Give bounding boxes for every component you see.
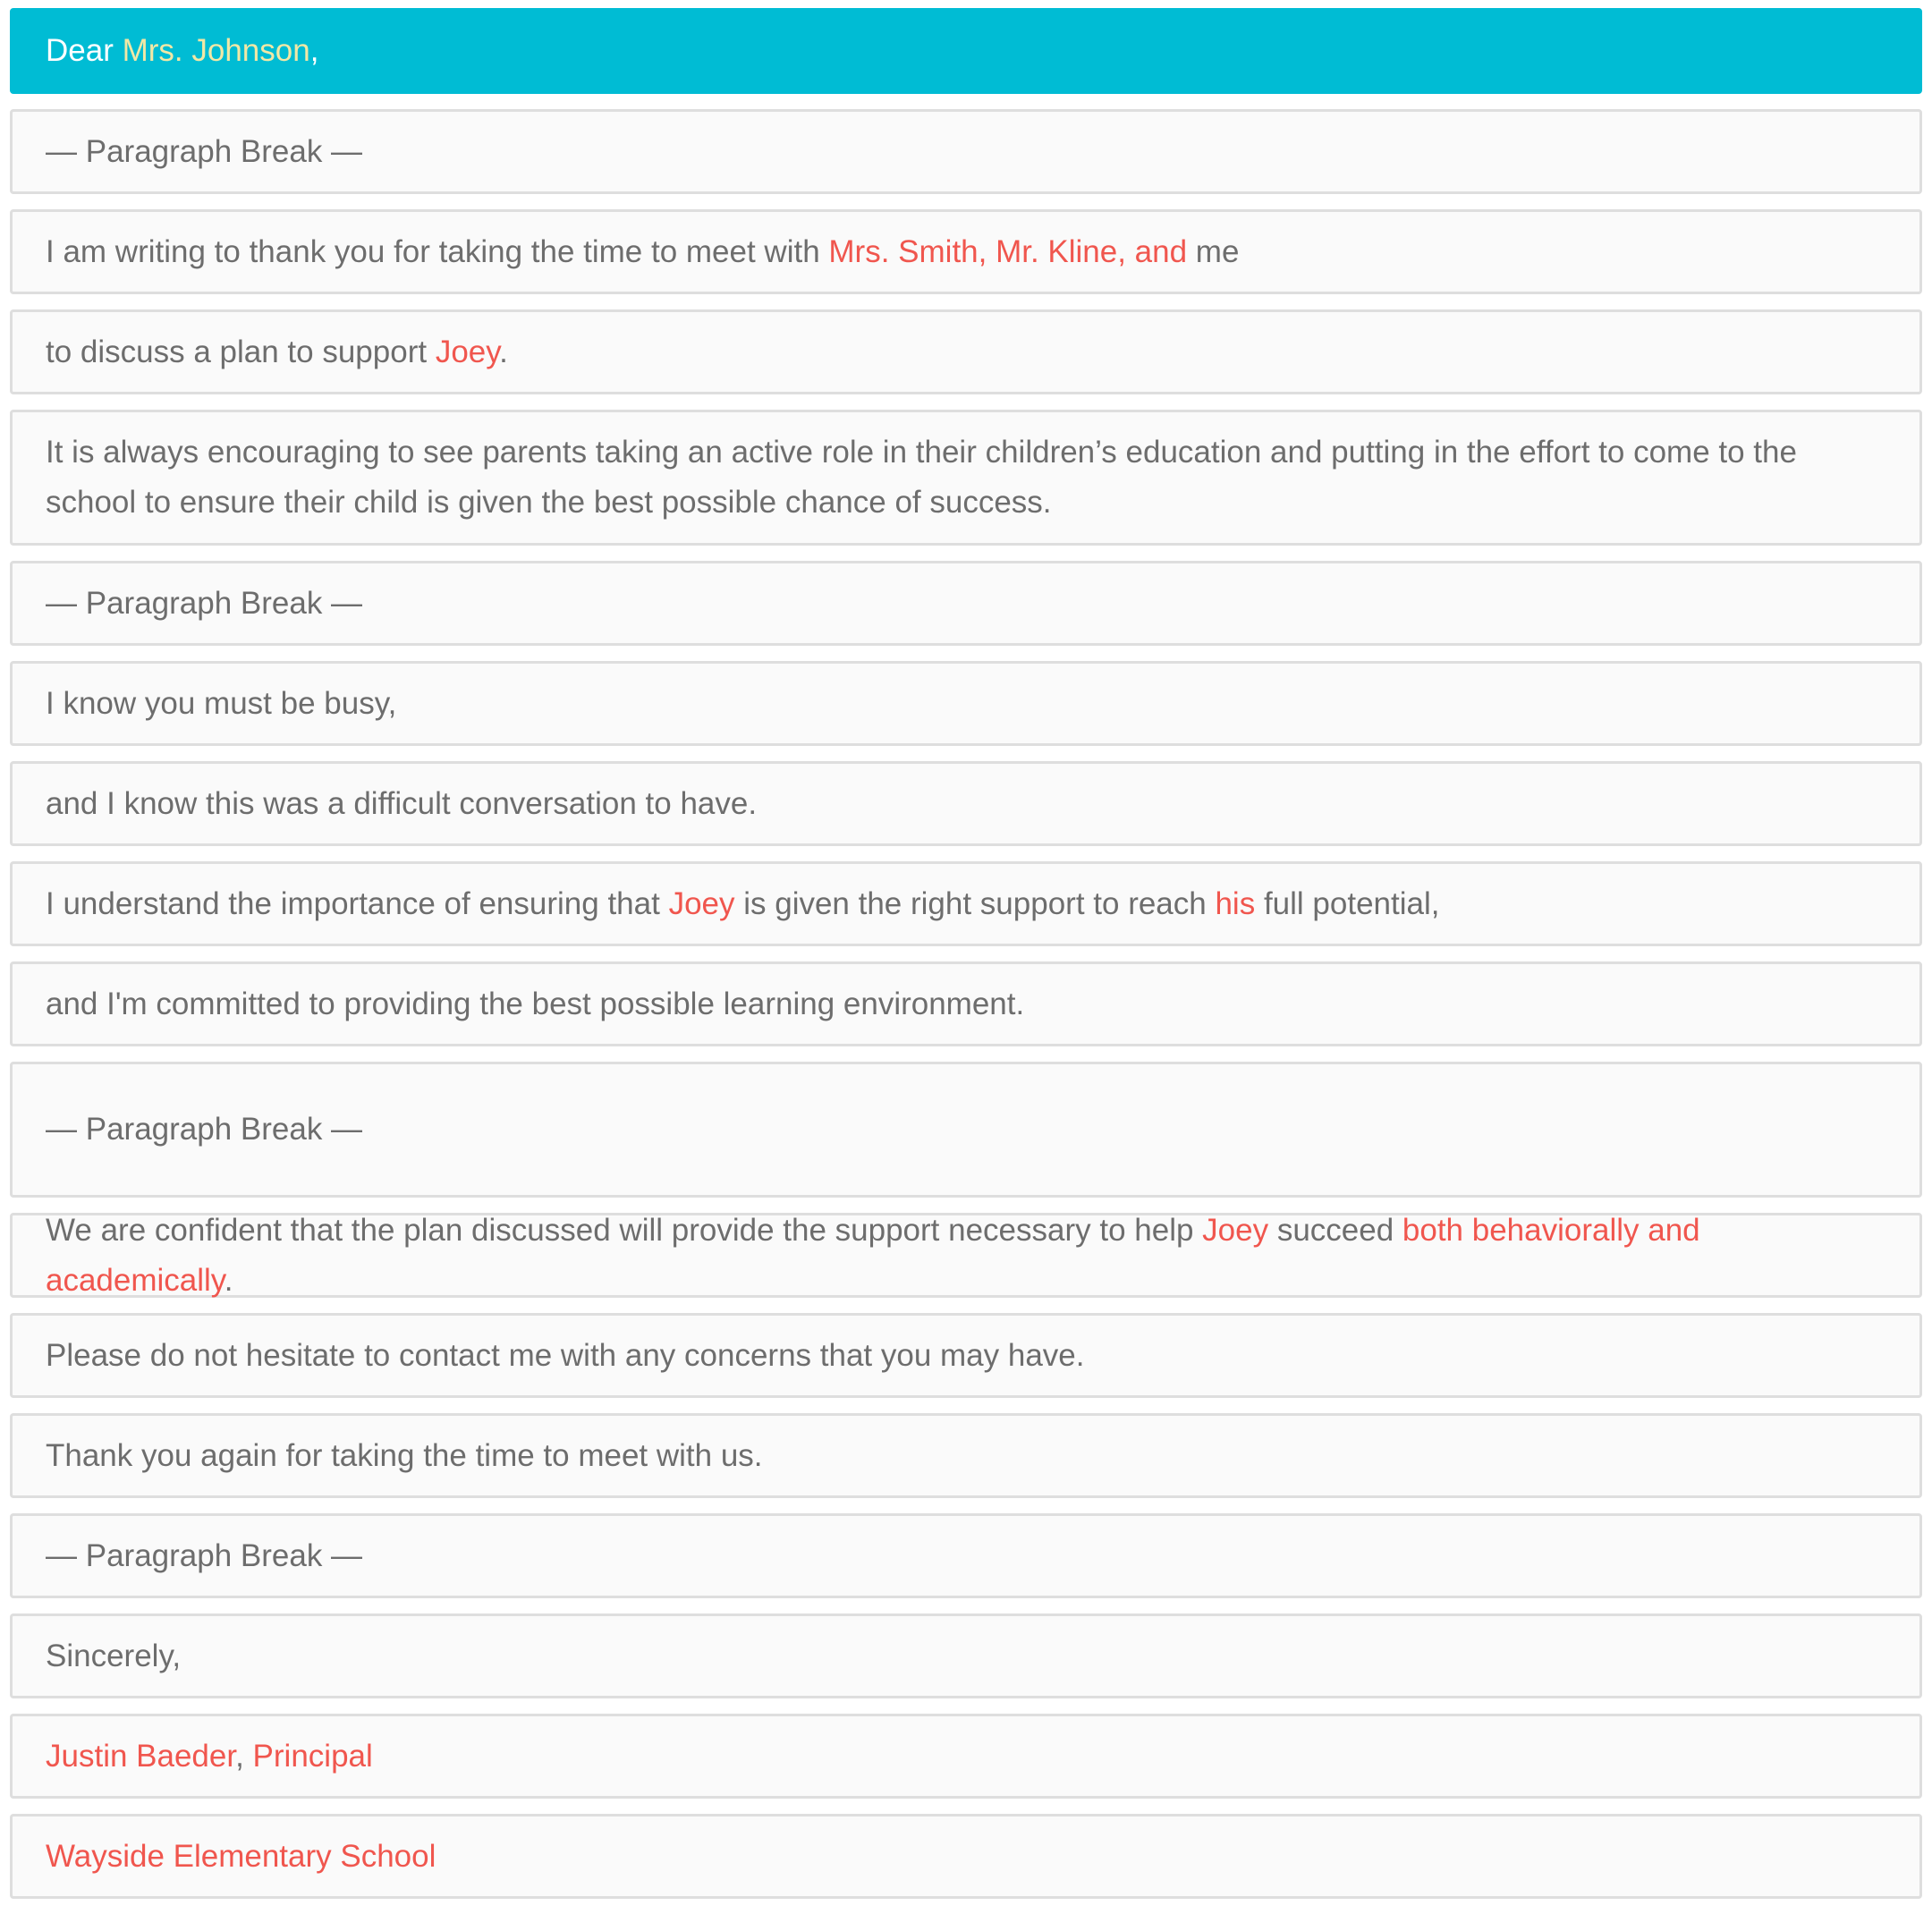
sentence-fragment: I am writing to thank you for taking the time to meet with [46, 233, 829, 269]
paragraph-break-label: — Paragraph Break — [46, 133, 363, 169]
merge-field: Principal [252, 1738, 373, 1774]
greeting-prefix: Dear [46, 33, 123, 68]
sentence-fragment: me [1187, 233, 1240, 269]
sentence-fragment: full potential, [1255, 885, 1440, 921]
merge-field: Joey [435, 334, 500, 369]
sentence-block[interactable] [10, 861, 1922, 946]
sentence-fragment: Sincerely, [46, 1638, 182, 1673]
letter-blocks [10, 109, 1922, 1899]
letter-editor [10, 8, 1922, 1914]
paragraph-break-label: — Paragraph Break — [46, 585, 363, 621]
sentence-block[interactable] [10, 309, 1922, 394]
sentence-fragment: . [499, 334, 508, 369]
sentence-fragment: succeed [1268, 1212, 1402, 1248]
paragraph-break-block[interactable] [10, 1062, 1922, 1198]
sentence-text [46, 1206, 1886, 1306]
merge-field: Mrs. Smith, Mr. Kline, and [828, 233, 1188, 269]
sentence-text [46, 227, 1239, 277]
merge-field: Wayside Elementary School [46, 1838, 436, 1874]
sentence-fragment: We are confident that the plan discussed will provide the support necessary to help [46, 1212, 1203, 1248]
merge-field: his [1215, 885, 1256, 921]
sentence-block[interactable] [10, 1814, 1922, 1899]
greeting-suffix: , [309, 33, 319, 68]
sentence-text [46, 979, 1024, 1029]
sentence-block[interactable] [10, 961, 1922, 1046]
paragraph-break-label: — Paragraph Break — [46, 1537, 363, 1573]
sentence-block[interactable] [10, 1714, 1922, 1799]
merge-field: Joey [1202, 1212, 1269, 1248]
sentence-block[interactable] [10, 410, 1922, 546]
sentence-block[interactable] [10, 661, 1922, 746]
sentence-block[interactable] [10, 1313, 1922, 1398]
sentence-block[interactable] [10, 1613, 1922, 1698]
sentence-fragment: is given the right support to reach [734, 885, 1216, 921]
sentence-text [46, 1331, 1085, 1381]
merge-field: Joey [668, 885, 735, 921]
sentence-block[interactable] [10, 209, 1922, 294]
sentence-fragment: Please do not hesitate to contact me with any concerns that you may have. [46, 1337, 1085, 1373]
sentence-text [46, 1631, 181, 1681]
sentence-text [46, 779, 757, 829]
sentence-text [46, 1732, 373, 1782]
sentence-fragment: to discuss a plan to support [46, 334, 436, 369]
sentence-text [46, 1832, 436, 1882]
sentence-text [46, 327, 508, 377]
sentence-block[interactable] [10, 1413, 1922, 1498]
greeting-text [46, 26, 318, 76]
merge-field: Justin Baeder [46, 1738, 236, 1774]
sentence-text [46, 428, 1886, 528]
sentence-block[interactable] [10, 1213, 1922, 1298]
paragraph-break-block[interactable] [10, 1513, 1922, 1598]
sentence-fragment: I understand the importance of ensuring that [46, 885, 669, 921]
paragraph-break-label: — Paragraph Break — [46, 1112, 363, 1147]
sentence-fragment: . [224, 1262, 233, 1298]
sentence-fragment: and I know this was a difficult conversation to have. [46, 785, 758, 821]
recipient-name: Mrs. Johnson [122, 33, 310, 68]
sentence-fragment: It is always encouraging to see parents taking an active role in their children’s education and putting in the effort to come to the school to ensure their child is given the best possible chance of success. [46, 435, 1797, 520]
sentence-text [46, 679, 396, 729]
sentence-fragment: Thank you again for taking the time to meet with us. [46, 1437, 763, 1473]
sentence-fragment: I know you must be busy, [46, 685, 397, 721]
paragraph-break-block[interactable] [10, 561, 1922, 646]
merge-field: both behaviorally and academically [46, 1212, 1700, 1298]
sentence-fragment: , [235, 1738, 253, 1774]
sentence-text [46, 879, 1439, 929]
sentence-block[interactable] [10, 761, 1922, 846]
sentence-fragment: and I'm committed to providing the best possible learning environment. [46, 986, 1025, 1021]
paragraph-break-block[interactable] [10, 109, 1922, 194]
greeting-block[interactable] [10, 8, 1922, 94]
sentence-text [46, 1431, 763, 1481]
